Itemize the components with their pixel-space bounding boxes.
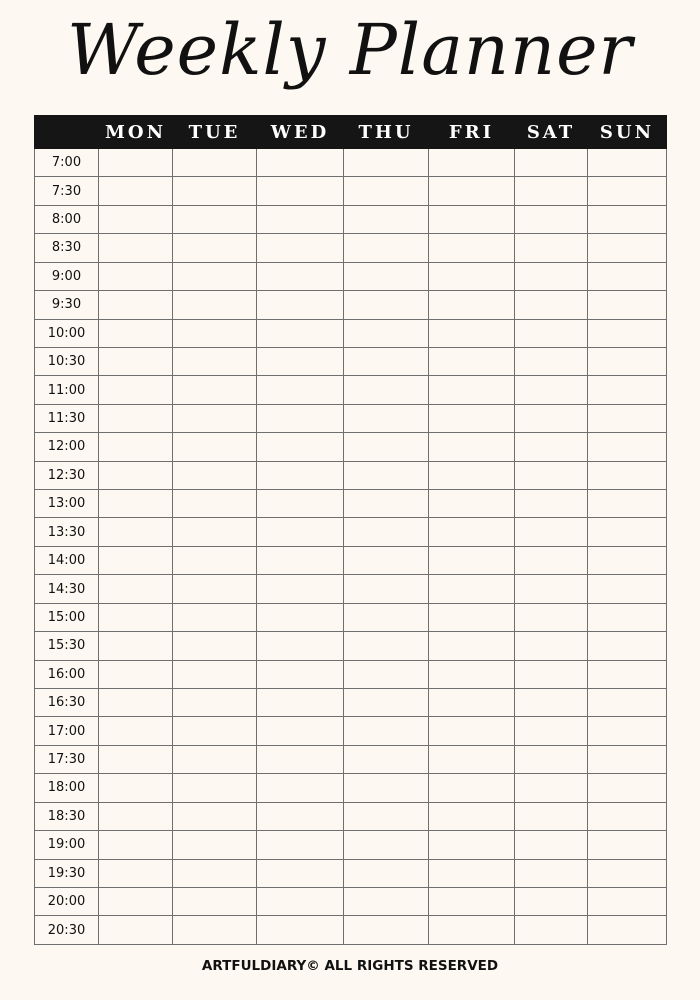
slot-thu[interactable] [344, 404, 429, 432]
slot-fri[interactable] [429, 149, 515, 177]
copyright-footer: ARTFULDIARY© ALL RIGHTS RESERVED [201, 958, 499, 974]
slot-wed[interactable] [257, 234, 344, 262]
slot-sun[interactable] [588, 660, 667, 688]
slot-fri[interactable] [429, 433, 515, 461]
time-column-header [35, 116, 99, 149]
slot-thu[interactable] [344, 632, 429, 660]
slot-sun[interactable] [588, 149, 667, 177]
time-slots [35, 149, 667, 945]
day-header-thu: THU [344, 116, 429, 149]
slot-sun[interactable] [588, 234, 667, 262]
slot-sun[interactable] [588, 546, 667, 574]
time-row [35, 802, 667, 830]
slot-sat[interactable] [515, 575, 588, 603]
slot-sun[interactable] [588, 575, 667, 603]
slot-mon[interactable] [99, 177, 173, 205]
slot-wed[interactable] [257, 205, 344, 233]
slot-sat[interactable] [515, 234, 588, 262]
time-row [35, 205, 667, 233]
slot-wed[interactable] [257, 887, 344, 915]
slot-fri[interactable] [429, 205, 515, 233]
slot-fri[interactable] [429, 603, 515, 631]
slot-sat[interactable] [515, 291, 588, 319]
slot-mon[interactable] [99, 689, 173, 717]
slot-wed[interactable] [257, 433, 344, 461]
slot-mon[interactable] [99, 149, 173, 177]
slot-sun[interactable] [588, 490, 667, 518]
slot-sat[interactable] [515, 632, 588, 660]
time-label: 13:00 [35, 490, 99, 518]
slot-wed[interactable] [257, 490, 344, 518]
slot-tue[interactable] [173, 404, 257, 432]
time-row [35, 461, 667, 489]
time-label: 16:00 [35, 660, 99, 688]
slot-thu[interactable] [344, 205, 429, 233]
slot-wed[interactable] [257, 262, 344, 290]
slot-tue[interactable] [173, 546, 257, 574]
slot-mon[interactable] [99, 546, 173, 574]
slot-fri[interactable] [429, 774, 515, 802]
slot-tue[interactable] [173, 376, 257, 404]
time-label: 10:30 [35, 347, 99, 375]
slot-sun[interactable] [588, 262, 667, 290]
slot-tue[interactable] [173, 887, 257, 915]
slot-wed[interactable] [257, 802, 344, 830]
slot-wed[interactable] [257, 717, 344, 745]
slot-thu[interactable] [344, 177, 429, 205]
slot-mon[interactable] [99, 887, 173, 915]
slot-tue[interactable] [173, 177, 257, 205]
time-row [35, 916, 667, 945]
slot-mon[interactable] [99, 632, 173, 660]
slot-fri[interactable] [429, 490, 515, 518]
slot-sat[interactable] [515, 433, 588, 461]
slot-thu[interactable] [344, 575, 429, 603]
time-label: 11:30 [35, 404, 99, 432]
slot-sun[interactable] [588, 177, 667, 205]
slot-sat[interactable] [515, 887, 588, 915]
slot-mon[interactable] [99, 575, 173, 603]
slot-sun[interactable] [588, 319, 667, 347]
slot-sat[interactable] [515, 660, 588, 688]
time-label: 15:00 [35, 603, 99, 631]
slot-wed[interactable] [257, 347, 344, 375]
time-label: 18:30 [35, 802, 99, 830]
slot-tue[interactable] [173, 490, 257, 518]
slot-sat[interactable] [515, 461, 588, 489]
slot-fri[interactable] [429, 262, 515, 290]
slot-sat[interactable] [515, 859, 588, 887]
slot-wed[interactable] [257, 831, 344, 859]
slot-mon[interactable] [99, 433, 173, 461]
slot-wed[interactable] [257, 745, 344, 773]
slot-mon[interactable] [99, 404, 173, 432]
slot-thu[interactable] [344, 319, 429, 347]
slot-thu[interactable] [344, 490, 429, 518]
time-label: 9:30 [35, 291, 99, 319]
slot-tue[interactable] [173, 745, 257, 773]
slot-sun[interactable] [588, 205, 667, 233]
time-label: 19:00 [35, 831, 99, 859]
slot-wed[interactable] [257, 177, 344, 205]
time-row [35, 774, 667, 802]
time-row [35, 291, 667, 319]
slot-mon[interactable] [99, 660, 173, 688]
time-row [35, 490, 667, 518]
time-row [35, 745, 667, 773]
slot-thu[interactable] [344, 518, 429, 546]
slot-tue[interactable] [173, 774, 257, 802]
slot-thu[interactable] [344, 859, 429, 887]
slot-thu[interactable] [344, 546, 429, 574]
slot-sat[interactable] [515, 774, 588, 802]
slot-sun[interactable] [588, 745, 667, 773]
slot-wed[interactable] [257, 404, 344, 432]
slot-thu[interactable] [344, 347, 429, 375]
slot-fri[interactable] [429, 859, 515, 887]
slot-fri[interactable] [429, 546, 515, 574]
time-row [35, 887, 667, 915]
time-label: 19:30 [35, 859, 99, 887]
slot-sun[interactable] [588, 347, 667, 375]
slot-tue[interactable] [173, 205, 257, 233]
slot-sun[interactable] [588, 632, 667, 660]
slot-mon[interactable] [99, 745, 173, 773]
slot-fri[interactable] [429, 291, 515, 319]
time-label: 17:00 [35, 717, 99, 745]
slot-sat[interactable] [515, 689, 588, 717]
time-row [35, 831, 667, 859]
slot-thu[interactable] [344, 774, 429, 802]
slot-fri[interactable] [429, 689, 515, 717]
slot-sun[interactable] [588, 404, 667, 432]
time-row [35, 234, 667, 262]
slot-tue[interactable] [173, 802, 257, 830]
day-header-sun: SUN [588, 116, 667, 149]
time-row [35, 660, 667, 688]
slot-mon[interactable] [99, 205, 173, 233]
day-header-fri: FRI [429, 116, 515, 149]
slot-fri[interactable] [429, 177, 515, 205]
slot-wed[interactable] [257, 603, 344, 631]
slot-tue[interactable] [173, 518, 257, 546]
slot-sun[interactable] [588, 831, 667, 859]
slot-tue[interactable] [173, 347, 257, 375]
slot-sun[interactable] [588, 603, 667, 631]
slot-mon[interactable] [99, 490, 173, 518]
slot-thu[interactable] [344, 376, 429, 404]
slot-tue[interactable] [173, 660, 257, 688]
slot-sat[interactable] [515, 745, 588, 773]
slot-tue[interactable] [173, 717, 257, 745]
time-label: 18:00 [35, 774, 99, 802]
slot-sat[interactable] [515, 262, 588, 290]
time-row [35, 689, 667, 717]
day-header-sat: SAT [515, 116, 588, 149]
slot-fri[interactable] [429, 717, 515, 745]
slot-mon[interactable] [99, 859, 173, 887]
time-row [35, 518, 667, 546]
slot-fri[interactable] [429, 887, 515, 915]
slot-fri[interactable] [429, 660, 515, 688]
slot-tue[interactable] [173, 291, 257, 319]
slot-mon[interactable] [99, 347, 173, 375]
slot-sat[interactable] [515, 802, 588, 830]
slot-wed[interactable] [257, 461, 344, 489]
slot-fri[interactable] [429, 802, 515, 830]
time-row [35, 404, 667, 432]
slot-tue[interactable] [173, 433, 257, 461]
slot-mon[interactable] [99, 376, 173, 404]
slot-thu[interactable] [344, 802, 429, 830]
time-label: 12:00 [35, 433, 99, 461]
slot-mon[interactable] [99, 603, 173, 631]
time-label: 13:30 [35, 518, 99, 546]
day-header-mon: MON [99, 116, 173, 149]
slot-mon[interactable] [99, 774, 173, 802]
slot-fri[interactable] [429, 347, 515, 375]
slot-sun[interactable] [588, 774, 667, 802]
slot-fri[interactable] [429, 376, 515, 404]
slot-sun[interactable] [588, 461, 667, 489]
time-label: 9:00 [35, 262, 99, 290]
slot-mon[interactable] [99, 916, 173, 945]
slot-sat[interactable] [515, 546, 588, 574]
slot-thu[interactable] [344, 717, 429, 745]
slot-fri[interactable] [429, 319, 515, 347]
slot-mon[interactable] [99, 518, 173, 546]
slot-sun[interactable] [588, 376, 667, 404]
slot-thu[interactable] [344, 660, 429, 688]
planner-grid [34, 115, 667, 945]
time-row [35, 319, 667, 347]
time-label: 16:30 [35, 689, 99, 717]
slot-fri[interactable] [429, 745, 515, 773]
time-label: 12:30 [35, 461, 99, 489]
slot-sat[interactable] [515, 404, 588, 432]
slot-wed[interactable] [257, 774, 344, 802]
day-header-tue: TUE [173, 116, 257, 149]
slot-fri[interactable] [429, 234, 515, 262]
slot-fri[interactable] [429, 632, 515, 660]
slot-sat[interactable] [515, 205, 588, 233]
slot-wed[interactable] [257, 291, 344, 319]
time-label: 8:30 [35, 234, 99, 262]
slot-tue[interactable] [173, 319, 257, 347]
slot-sat[interactable] [515, 177, 588, 205]
time-label: 14:00 [35, 546, 99, 574]
slot-wed[interactable] [257, 575, 344, 603]
slot-sat[interactable] [515, 717, 588, 745]
slot-thu[interactable] [344, 831, 429, 859]
time-row [35, 575, 667, 603]
slot-sun[interactable] [588, 433, 667, 461]
slot-tue[interactable] [173, 831, 257, 859]
slot-tue[interactable] [173, 575, 257, 603]
slot-tue[interactable] [173, 603, 257, 631]
slot-tue[interactable] [173, 689, 257, 717]
time-label: 10:00 [35, 319, 99, 347]
slot-fri[interactable] [429, 575, 515, 603]
time-label: 17:30 [35, 745, 99, 773]
slot-fri[interactable] [429, 461, 515, 489]
page-title: Weekly Planner [67, 9, 633, 91]
slot-fri[interactable] [429, 831, 515, 859]
slot-sun[interactable] [588, 291, 667, 319]
time-label: 7:00 [35, 149, 99, 177]
slot-tue[interactable] [173, 234, 257, 262]
slot-sat[interactable] [515, 603, 588, 631]
slot-thu[interactable] [344, 916, 429, 945]
slot-sat[interactable] [515, 518, 588, 546]
time-row [35, 149, 667, 177]
slot-sun[interactable] [588, 802, 667, 830]
slot-tue[interactable] [173, 262, 257, 290]
slot-wed[interactable] [257, 632, 344, 660]
slot-sun[interactable] [588, 689, 667, 717]
slot-mon[interactable] [99, 291, 173, 319]
time-row [35, 717, 667, 745]
slot-thu[interactable] [344, 603, 429, 631]
slot-sat[interactable] [515, 347, 588, 375]
slot-sat[interactable] [515, 831, 588, 859]
slot-wed[interactable] [257, 376, 344, 404]
slot-sun[interactable] [588, 887, 667, 915]
slot-tue[interactable] [173, 859, 257, 887]
time-label: 8:00 [35, 205, 99, 233]
slot-mon[interactable] [99, 262, 173, 290]
time-label: 20:30 [35, 916, 99, 945]
slot-mon[interactable] [99, 717, 173, 745]
slot-thu[interactable] [344, 149, 429, 177]
slot-sat[interactable] [515, 376, 588, 404]
time-row [35, 859, 667, 887]
slot-sat[interactable] [515, 149, 588, 177]
slot-sat[interactable] [515, 490, 588, 518]
time-row [35, 433, 667, 461]
slot-sun[interactable] [588, 859, 667, 887]
slot-mon[interactable] [99, 234, 173, 262]
slot-thu[interactable] [344, 745, 429, 773]
slot-fri[interactable] [429, 404, 515, 432]
slot-thu[interactable] [344, 887, 429, 915]
time-label: 7:30 [35, 177, 99, 205]
time-row [35, 347, 667, 375]
slot-tue[interactable] [173, 149, 257, 177]
slot-thu[interactable] [344, 433, 429, 461]
time-row [35, 546, 667, 574]
day-header-wed: WED [257, 116, 344, 149]
time-row [35, 177, 667, 205]
time-row [35, 603, 667, 631]
slot-wed[interactable] [257, 319, 344, 347]
slot-wed[interactable] [257, 546, 344, 574]
time-label: 20:00 [35, 887, 99, 915]
time-label: 11:00 [35, 376, 99, 404]
slot-sat[interactable] [515, 916, 588, 945]
time-row [35, 376, 667, 404]
slot-wed[interactable] [257, 916, 344, 945]
slot-wed[interactable] [257, 518, 344, 546]
slot-wed[interactable] [257, 660, 344, 688]
slot-sun[interactable] [588, 717, 667, 745]
slot-wed[interactable] [257, 689, 344, 717]
slot-tue[interactable] [173, 632, 257, 660]
slot-sat[interactable] [515, 319, 588, 347]
time-row [35, 262, 667, 290]
slot-tue[interactable] [173, 461, 257, 489]
slot-fri[interactable] [429, 518, 515, 546]
slot-wed[interactable] [257, 149, 344, 177]
slot-thu[interactable] [344, 689, 429, 717]
slot-wed[interactable] [257, 859, 344, 887]
time-label: 15:30 [35, 632, 99, 660]
slot-sun[interactable] [588, 916, 667, 945]
slot-mon[interactable] [99, 831, 173, 859]
day-header-row [35, 116, 667, 149]
time-label: 14:30 [35, 575, 99, 603]
slot-tue[interactable] [173, 916, 257, 945]
slot-mon[interactable] [99, 802, 173, 830]
time-row [35, 632, 667, 660]
slot-thu[interactable] [344, 461, 429, 489]
slot-thu[interactable] [344, 291, 429, 319]
slot-mon[interactable] [99, 319, 173, 347]
slot-thu[interactable] [344, 234, 429, 262]
slot-thu[interactable] [344, 262, 429, 290]
slot-mon[interactable] [99, 461, 173, 489]
slot-sun[interactable] [588, 518, 667, 546]
slot-fri[interactable] [429, 916, 515, 945]
